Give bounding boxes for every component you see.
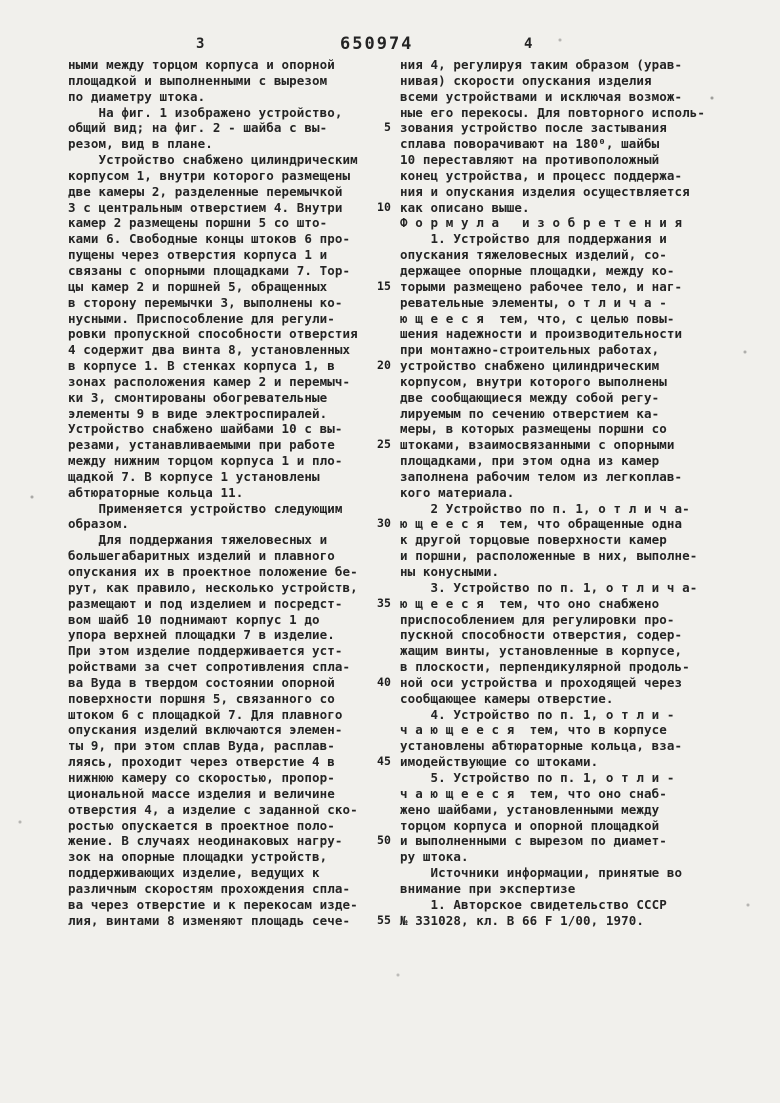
line-number: 50 [376,833,391,848]
patent-number: 650974 [340,34,414,54]
text-line: внимание при экспертизе [400,880,576,896]
text-line: Устройство снабжено шайбами 10 с вы- [68,421,343,437]
text-line: жение. В случаях неодинаковых нагру- [68,833,343,849]
text-line: нусными. Приспособление для регули- [68,310,335,326]
text-line: 2 Устройство по п. 1, о т л и ч а- [400,500,690,516]
line-number: 55 [376,912,391,927]
line-number [360,136,391,152]
text-line: ки 3, смонтированы обогревательные [68,389,328,405]
text-line: нивая) скорости опускания изделия [400,72,652,88]
line-number [360,485,391,501]
page-body [68,57,712,928]
text-line: Ф о р м у л а и з о б р е т е н и я [400,215,683,231]
text-line: ны конусными. [400,564,500,579]
text-line: абтюраторные кольца 11. [68,484,244,500]
text-line: шения надежности и производительности [400,326,683,342]
line-number [360,897,391,913]
line-number [360,421,391,437]
text-line: штоками, взаимосвязанными с опорными [400,437,675,453]
text-line: резом, вид в плане. [68,136,213,152]
line-number [360,374,391,390]
text-line: поверхности поршня 5, связанного со [68,690,335,706]
text-line: 5. Устройство по п. 1, о т л и - [400,769,675,785]
line-number [360,89,391,105]
text-line: ты 9, при этом сплав Вуда, расплав- [68,738,335,754]
line-number [360,501,391,517]
text-line: меры, в которых размещены поршни со [400,421,667,437]
line-number [360,881,391,897]
text-line: ровки пропускной способности отверстия [68,326,358,342]
line-number [360,532,391,548]
text-line: опускания изделий включаются элемен- [68,722,343,738]
text-line: конец устройства, и процесс поддержа- [400,167,683,183]
text-line: 3 с центральным отверстием 4. Внутри [68,199,343,215]
text-line: ляясь, проходит через отверстие 4 в [68,754,335,770]
text-line: установлены абтюраторные кольца, вза- [400,738,683,754]
text-line: штоком 6 с площадкой 7. Для плавного [68,706,343,722]
text-line: кого материала. [400,484,515,500]
text-line: жащим винты, установленные в корпусе, [400,643,683,659]
text-line: различным скоростям прохождения спла- [68,880,351,896]
line-number [360,722,391,738]
text-line: к другой торцовые поверхности камер [400,532,667,548]
line-number [360,326,391,342]
line-number: 35 [376,595,391,610]
text-line: ные его перекосы. Для повторного исполь- [400,104,706,120]
line-number [360,802,391,818]
line-number [360,738,391,754]
line-number: 45 [376,754,391,769]
text-line: вом шайб 10 поднимают корпус 1 до [68,611,320,627]
text-line: пускной способности отверстия, содер- [400,627,683,643]
text-line: На фиг. 1 изображено устройство, [68,104,343,120]
line-number [360,105,391,121]
text-line: сообщающее камеры отверстие. [400,690,614,706]
line-number [360,57,391,73]
line-number [360,342,391,358]
text-line: размещают и под изделием и посредст- [68,595,343,611]
line-number [360,865,391,881]
text-line: две камеры 2, разделенные перемычкой [68,183,343,199]
text-line: по диаметру штока. [68,88,206,104]
text-line: ю щ е е с я тем, что оно снабжено [400,595,660,611]
line-number [360,406,391,422]
text-line: ройствами за счет сопротивления спла- [68,659,351,675]
text-line: корпусом, внутри которого выполнены [400,373,667,389]
line-number [360,231,391,247]
text-line: лируемым по сечению отверстием ка- [400,405,660,421]
text-line: сплава поворачивают на 180⁰, шайбы [400,136,660,152]
line-number: 10 [376,199,391,214]
text-line: ной оси устройства и проходящей через [400,674,683,690]
text-line: площадкой и выполненными с вырезом [68,72,328,88]
text-line: поддерживающих изделие, ведущих к [68,865,320,881]
line-number [360,659,391,675]
line-number [360,184,391,200]
text-line: ва через отверстие и к перекосам изде- [68,896,358,912]
line-number [360,152,391,168]
text-line: торцом корпуса и опорной площадкой [400,817,660,833]
text-line: отверстия 4, а изделие с заданной ско- [68,801,358,817]
text-line: имодействующие со штоками. [400,754,599,770]
text-line: торыми размещено рабочее тело, и наг- [400,278,683,294]
text-line: как описано выше. [400,199,530,215]
right-text-column [400,57,712,928]
text-line: в корпусе 1. В стенках корпуса 1, в [68,358,335,374]
text-line: опускания тяжеловесных изделий, со- [400,247,667,263]
text-line: Для поддержания тяжеловесных и [68,532,328,548]
text-line: ревательные элементы, о т л и ч а - [400,294,667,310]
line-number [360,627,391,643]
line-number [360,295,391,311]
text-line: в сторону перемычки 3, выполнены ко- [68,294,343,310]
text-line: рут, как правило, несколько устройств, [68,579,358,595]
text-line: ками 6. Свободные концы штоков 6 про- [68,231,351,247]
text-line: циональной массе изделия и величине [68,785,335,801]
line-number [360,263,391,279]
text-line: опускания их в проектное положение бе- [68,564,358,579]
text-line: 1. Устройство для поддержания и [400,231,667,247]
text-line: ния и опускания изделия осуществляется [400,183,690,199]
line-number [360,818,391,834]
text-line: 4. Устройство по п. 1, о т л и - [400,706,675,722]
text-line: две сообщающиеся между собой регу- [400,389,660,405]
line-number: 30 [376,516,391,531]
line-number [360,770,391,786]
text-line: общий вид; на фиг. 2 - шайба с вы- [68,120,328,136]
text-line: нижнюю камеру со скоростью, пропор- [68,769,335,785]
text-line: зонах расположения камер 2 и перемыч- [68,373,351,389]
line-number: 25 [376,437,391,452]
text-line: щадкой 7. В корпусе 1 установлены [68,468,320,484]
text-line: ю щ е е с я тем, что обращенные одна [400,516,683,532]
text-line: лия, винтами 8 изменяют площадь сече- [68,912,351,928]
text-line: между нижним торцом корпуса 1 и пло- [68,453,343,469]
text-line: жено шайбами, установленными между [400,801,660,817]
text-line: корпусом 1, внутри которого размещены [68,167,351,183]
line-number [360,215,391,231]
text-line: и выполненными с вырезом по диамет- [400,833,667,849]
text-line: ру штока. [400,849,469,865]
line-number [360,691,391,707]
text-line: Применяется устройство следующим [68,500,343,516]
text-line: пущены через отверстия корпуса 1 и [68,247,328,263]
line-number [360,849,391,865]
line-number [360,311,391,327]
text-line: связаны с опорными площадками 7. Тор- [68,262,351,278]
text-line: при монтажно-строительных работах, [400,342,660,358]
line-number [360,564,391,580]
text-line: упора верхней площадки 7 в изделие. [68,627,335,643]
text-line: цы камер 2 и поршней 5, обращенных [68,278,328,294]
text-line: образом. [68,516,130,532]
text-line: заполнена рабочим телом из легкоплав- [400,468,683,484]
line-number [360,247,391,263]
text-line: камер 2 размещены поршни 5 со што- [68,215,328,231]
text-line: площадками, при этом одна из камер [400,453,660,469]
line-number [360,168,391,184]
text-line: При этом изделие поддерживается уст- [68,643,343,659]
page-header [0,34,780,56]
line-number [360,469,391,485]
text-line: ния 4, регулируя таким образом (урав- [400,57,683,72]
text-line: ч а ю щ е е с я тем, что оно снаб- [400,785,667,801]
line-number [360,643,391,659]
page-number-left: 3 [196,36,205,52]
text-line: № 331028, кл. В 66 F 1/00, 1970. [400,912,645,928]
text-line: зования устройство после застывания [400,120,667,136]
text-line: в плоскости, перпендикулярной продоль- [400,659,690,675]
text-line: всеми устройствами и исключая возмож- [400,88,683,104]
text-line: 10 переставляют на противоположный [400,152,660,168]
line-number: 15 [376,278,391,293]
text-line: и поршни, расположенные в них, выполне- [400,548,698,564]
text-line: ва Вуда в твердом состоянии опорной [68,674,335,690]
text-line: Устройство снабжено цилиндрическим [68,152,358,168]
line-number [360,786,391,802]
left-text-column [68,57,360,928]
text-line: ростью опускается в проектное поло- [68,817,335,833]
text-line: 1. Авторское свидетельство СССР [400,896,667,912]
text-line: ными между торцом корпуса и опорной [68,57,335,72]
text-line: ч а ю щ е е с я тем, что в корпусе [400,722,667,738]
line-number: 20 [376,358,391,373]
text-line: 4 содержит два винта 8, установленных [68,342,351,358]
text-line: резами, устанавливаемыми при работе [68,437,335,453]
text-line: держащее опорные площадки, между ко- [400,262,675,278]
text-line: Источники информации, принятые во [400,865,683,881]
text-line: ю щ е е с я тем, что, с целью повы- [400,310,675,326]
line-number-gutter [360,57,400,928]
line-number [360,548,391,564]
text-line: устройство снабжено цилиндрическим [400,358,660,374]
line-number [360,612,391,628]
line-number [360,73,391,89]
page-number-right: 4 [524,36,533,52]
text-line: зок на опорные площадки устройств, [68,849,328,865]
line-number [360,453,391,469]
line-number: 5 [383,120,391,135]
line-number [360,390,391,406]
text-line: приспособлением для регулировки про- [400,611,675,627]
text-line: 3. Устройство по п. 1, о т л и ч а- [400,579,698,595]
text-line: большегабаритных изделий и плавного [68,548,335,564]
line-number [360,707,391,723]
line-number [360,580,391,596]
line-number: 40 [376,674,391,689]
text-line: элементы 9 в виде электроспиралей. [68,405,328,421]
